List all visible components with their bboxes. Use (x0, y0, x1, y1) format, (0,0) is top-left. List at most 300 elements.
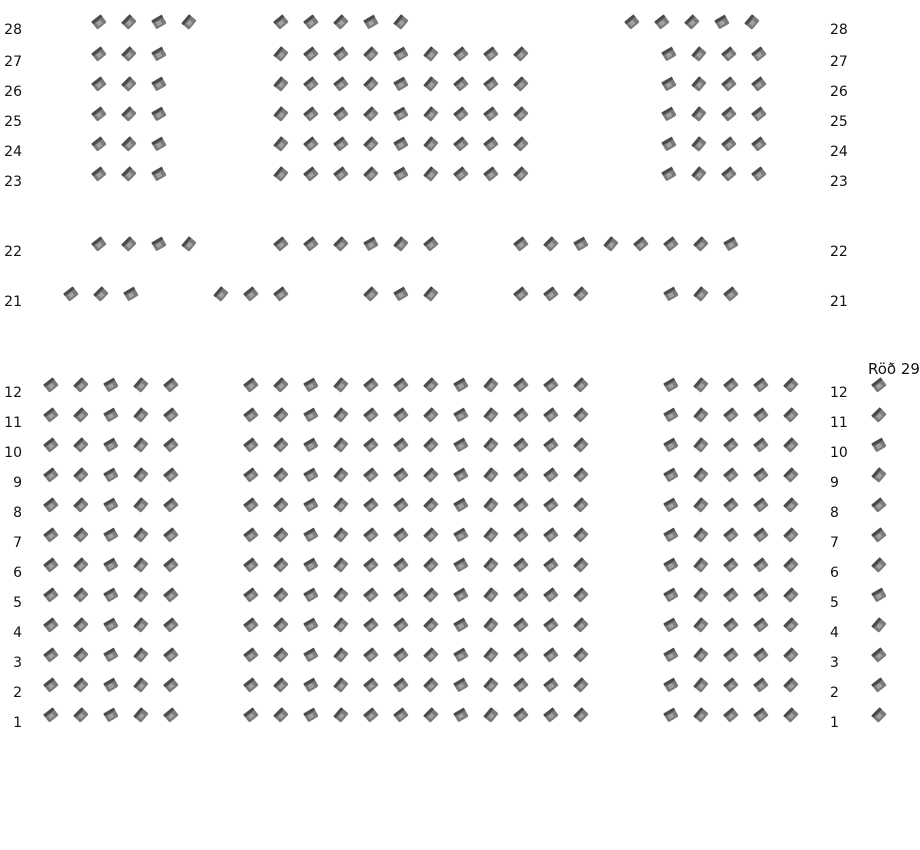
seat-icon[interactable] (42, 646, 60, 664)
seat-icon[interactable] (132, 436, 150, 454)
seat-icon[interactable] (572, 556, 590, 574)
seat-icon[interactable] (42, 406, 60, 424)
seat-icon[interactable] (720, 45, 738, 63)
seat-icon[interactable] (422, 676, 440, 694)
seat-icon[interactable] (482, 466, 500, 484)
seat-icon[interactable] (132, 586, 150, 604)
seat-icon[interactable] (362, 285, 380, 303)
seat-icon[interactable] (272, 436, 290, 454)
seat-icon[interactable] (162, 406, 180, 424)
seat-icon[interactable] (102, 496, 120, 514)
seat-icon[interactable] (162, 466, 180, 484)
seat-icon[interactable] (332, 376, 350, 394)
seat-icon[interactable] (452, 496, 470, 514)
seat-icon[interactable] (750, 105, 768, 123)
seat-icon[interactable] (272, 646, 290, 664)
seat-icon[interactable] (302, 676, 320, 694)
seat-icon[interactable] (692, 466, 710, 484)
seat-icon[interactable] (362, 436, 380, 454)
seat-icon[interactable] (660, 105, 678, 123)
seat-icon[interactable] (482, 406, 500, 424)
seat-icon[interactable] (272, 406, 290, 424)
seat-icon[interactable] (362, 706, 380, 724)
seat-icon[interactable] (870, 436, 888, 454)
seat-icon[interactable] (572, 235, 590, 253)
seat-icon[interactable] (870, 496, 888, 514)
seat-icon[interactable] (452, 556, 470, 574)
seat-icon[interactable] (72, 616, 90, 634)
seat-icon[interactable] (662, 376, 680, 394)
seat-icon[interactable] (782, 586, 800, 604)
seat-icon[interactable] (242, 556, 260, 574)
seat-icon[interactable] (392, 436, 410, 454)
seat-icon[interactable] (870, 616, 888, 634)
seat-icon[interactable] (752, 556, 770, 574)
seat-icon[interactable] (722, 406, 740, 424)
seat-icon[interactable] (120, 135, 138, 153)
seat-icon[interactable] (180, 235, 198, 253)
seat-icon[interactable] (692, 406, 710, 424)
seat-icon[interactable] (452, 526, 470, 544)
seat-icon[interactable] (362, 556, 380, 574)
seat-icon[interactable] (452, 466, 470, 484)
seat-icon[interactable] (572, 436, 590, 454)
seat-icon[interactable] (870, 466, 888, 484)
seat-icon[interactable] (422, 586, 440, 604)
seat-icon[interactable] (150, 235, 168, 253)
seat-icon[interactable] (452, 436, 470, 454)
seat-icon[interactable] (422, 556, 440, 574)
seat-icon[interactable] (362, 646, 380, 664)
seat-icon[interactable] (512, 376, 530, 394)
seat-icon[interactable] (662, 676, 680, 694)
seat-icon[interactable] (162, 646, 180, 664)
seat-icon[interactable] (102, 436, 120, 454)
seat-icon[interactable] (662, 556, 680, 574)
seat-icon[interactable] (332, 466, 350, 484)
seat-icon[interactable] (332, 556, 350, 574)
seat-icon[interactable] (482, 105, 500, 123)
seat-icon[interactable] (722, 285, 740, 303)
seat-icon[interactable] (690, 165, 708, 183)
seat-icon[interactable] (90, 135, 108, 153)
seat-icon[interactable] (542, 556, 560, 574)
seat-icon[interactable] (90, 165, 108, 183)
seat-icon[interactable] (422, 436, 440, 454)
seat-icon[interactable] (623, 13, 641, 31)
seat-icon[interactable] (722, 676, 740, 694)
seat-icon[interactable] (92, 285, 110, 303)
seat-icon[interactable] (782, 706, 800, 724)
seat-icon[interactable] (102, 526, 120, 544)
seat-icon[interactable] (572, 496, 590, 514)
seat-icon[interactable] (302, 616, 320, 634)
seat-icon[interactable] (362, 466, 380, 484)
seat-icon[interactable] (42, 376, 60, 394)
seat-icon[interactable] (752, 466, 770, 484)
seat-icon[interactable] (662, 406, 680, 424)
seat-icon[interactable] (782, 436, 800, 454)
seat-icon[interactable] (720, 135, 738, 153)
seat-icon[interactable] (870, 586, 888, 604)
seat-icon[interactable] (242, 376, 260, 394)
seat-icon[interactable] (452, 586, 470, 604)
seat-icon[interactable] (722, 646, 740, 664)
seat-icon[interactable] (302, 13, 320, 31)
seat-icon[interactable] (870, 406, 888, 424)
seat-icon[interactable] (362, 75, 380, 93)
seat-icon[interactable] (512, 105, 530, 123)
seat-icon[interactable] (272, 526, 290, 544)
seat-icon[interactable] (132, 466, 150, 484)
seat-icon[interactable] (422, 616, 440, 634)
seat-icon[interactable] (392, 466, 410, 484)
seat-icon[interactable] (332, 165, 350, 183)
seat-icon[interactable] (452, 135, 470, 153)
seat-icon[interactable] (62, 285, 80, 303)
seat-icon[interactable] (242, 496, 260, 514)
seat-icon[interactable] (662, 646, 680, 664)
seat-icon[interactable] (362, 676, 380, 694)
seat-icon[interactable] (653, 13, 671, 31)
seat-icon[interactable] (392, 13, 410, 31)
seat-icon[interactable] (782, 616, 800, 634)
seat-icon[interactable] (692, 676, 710, 694)
seat-icon[interactable] (242, 616, 260, 634)
seat-icon[interactable] (752, 586, 770, 604)
seat-icon[interactable] (102, 556, 120, 574)
seat-icon[interactable] (722, 436, 740, 454)
seat-icon[interactable] (392, 586, 410, 604)
seat-icon[interactable] (392, 105, 410, 123)
seat-icon[interactable] (42, 586, 60, 604)
seat-icon[interactable] (512, 466, 530, 484)
seat-icon[interactable] (692, 285, 710, 303)
seat-icon[interactable] (512, 165, 530, 183)
seat-icon[interactable] (870, 676, 888, 694)
seat-icon[interactable] (662, 436, 680, 454)
seat-icon[interactable] (572, 406, 590, 424)
seat-icon[interactable] (482, 646, 500, 664)
seat-icon[interactable] (512, 586, 530, 604)
seat-icon[interactable] (752, 496, 770, 514)
seat-icon[interactable] (392, 526, 410, 544)
seat-icon[interactable] (392, 646, 410, 664)
seat-icon[interactable] (332, 13, 350, 31)
seat-icon[interactable] (90, 75, 108, 93)
seat-icon[interactable] (782, 646, 800, 664)
seat-icon[interactable] (512, 556, 530, 574)
seat-icon[interactable] (452, 676, 470, 694)
seat-icon[interactable] (132, 406, 150, 424)
seat-icon[interactable] (722, 466, 740, 484)
seat-icon[interactable] (452, 646, 470, 664)
seat-icon[interactable] (272, 586, 290, 604)
seat-icon[interactable] (42, 436, 60, 454)
seat-icon[interactable] (422, 165, 440, 183)
seat-icon[interactable] (722, 526, 740, 544)
seat-icon[interactable] (242, 646, 260, 664)
seat-icon[interactable] (692, 496, 710, 514)
seat-icon[interactable] (102, 406, 120, 424)
seat-icon[interactable] (422, 466, 440, 484)
seat-icon[interactable] (662, 235, 680, 253)
seat-icon[interactable] (743, 13, 761, 31)
seat-icon[interactable] (512, 406, 530, 424)
seat-icon[interactable] (392, 496, 410, 514)
seat-icon[interactable] (392, 135, 410, 153)
seat-icon[interactable] (870, 646, 888, 664)
seat-icon[interactable] (272, 496, 290, 514)
seat-icon[interactable] (150, 165, 168, 183)
seat-icon[interactable] (692, 646, 710, 664)
seat-icon[interactable] (870, 376, 888, 394)
seat-icon[interactable] (482, 706, 500, 724)
seat-icon[interactable] (750, 165, 768, 183)
seat-icon[interactable] (162, 436, 180, 454)
seat-icon[interactable] (542, 466, 560, 484)
seat-icon[interactable] (752, 436, 770, 454)
seat-icon[interactable] (90, 105, 108, 123)
seat-icon[interactable] (452, 45, 470, 63)
seat-icon[interactable] (572, 526, 590, 544)
seat-icon[interactable] (750, 45, 768, 63)
seat-icon[interactable] (362, 586, 380, 604)
seat-icon[interactable] (632, 235, 650, 253)
seat-icon[interactable] (482, 616, 500, 634)
seat-icon[interactable] (272, 556, 290, 574)
seat-icon[interactable] (302, 235, 320, 253)
seat-icon[interactable] (120, 165, 138, 183)
seat-icon[interactable] (452, 376, 470, 394)
seat-icon[interactable] (302, 135, 320, 153)
seat-icon[interactable] (720, 75, 738, 93)
seat-icon[interactable] (120, 45, 138, 63)
seat-icon[interactable] (332, 235, 350, 253)
seat-icon[interactable] (482, 376, 500, 394)
seat-icon[interactable] (302, 496, 320, 514)
seat-icon[interactable] (90, 45, 108, 63)
seat-icon[interactable] (362, 616, 380, 634)
seat-icon[interactable] (512, 706, 530, 724)
seat-icon[interactable] (42, 556, 60, 574)
seat-icon[interactable] (752, 376, 770, 394)
seat-icon[interactable] (722, 496, 740, 514)
seat-icon[interactable] (132, 676, 150, 694)
seat-icon[interactable] (362, 526, 380, 544)
seat-icon[interactable] (302, 75, 320, 93)
seat-icon[interactable] (102, 616, 120, 634)
seat-icon[interactable] (242, 526, 260, 544)
seat-icon[interactable] (572, 466, 590, 484)
seat-icon[interactable] (162, 586, 180, 604)
seat-icon[interactable] (272, 45, 290, 63)
seat-icon[interactable] (512, 496, 530, 514)
seat-icon[interactable] (120, 235, 138, 253)
seat-icon[interactable] (42, 616, 60, 634)
seat-icon[interactable] (272, 165, 290, 183)
seat-icon[interactable] (132, 646, 150, 664)
seat-icon[interactable] (422, 706, 440, 724)
seat-icon[interactable] (242, 676, 260, 694)
seat-icon[interactable] (482, 165, 500, 183)
seat-icon[interactable] (42, 526, 60, 544)
seat-icon[interactable] (422, 75, 440, 93)
seat-icon[interactable] (302, 706, 320, 724)
seat-icon[interactable] (722, 616, 740, 634)
seat-icon[interactable] (512, 526, 530, 544)
seat-icon[interactable] (722, 706, 740, 724)
seat-icon[interactable] (713, 13, 731, 31)
seat-icon[interactable] (102, 466, 120, 484)
seat-icon[interactable] (42, 496, 60, 514)
seat-icon[interactable] (572, 676, 590, 694)
seat-icon[interactable] (242, 586, 260, 604)
seat-icon[interactable] (392, 406, 410, 424)
seat-icon[interactable] (362, 165, 380, 183)
seat-icon[interactable] (362, 105, 380, 123)
seat-icon[interactable] (272, 13, 290, 31)
seat-icon[interactable] (482, 496, 500, 514)
seat-icon[interactable] (242, 466, 260, 484)
seat-icon[interactable] (332, 706, 350, 724)
seat-icon[interactable] (752, 526, 770, 544)
seat-icon[interactable] (512, 616, 530, 634)
seat-icon[interactable] (782, 406, 800, 424)
seat-icon[interactable] (392, 75, 410, 93)
seat-icon[interactable] (272, 285, 290, 303)
seat-icon[interactable] (782, 556, 800, 574)
seat-icon[interactable] (302, 646, 320, 664)
seat-icon[interactable] (782, 676, 800, 694)
seat-icon[interactable] (272, 706, 290, 724)
seat-icon[interactable] (72, 496, 90, 514)
seat-icon[interactable] (132, 616, 150, 634)
seat-icon[interactable] (660, 75, 678, 93)
seat-icon[interactable] (72, 436, 90, 454)
seat-icon[interactable] (120, 75, 138, 93)
seat-icon[interactable] (72, 586, 90, 604)
seat-icon[interactable] (72, 526, 90, 544)
seat-icon[interactable] (150, 105, 168, 123)
seat-icon[interactable] (302, 466, 320, 484)
seat-icon[interactable] (132, 496, 150, 514)
seat-icon[interactable] (242, 436, 260, 454)
seat-icon[interactable] (782, 466, 800, 484)
seat-icon[interactable] (72, 646, 90, 664)
seat-icon[interactable] (162, 676, 180, 694)
seat-icon[interactable] (870, 526, 888, 544)
seat-icon[interactable] (572, 616, 590, 634)
seat-icon[interactable] (452, 165, 470, 183)
seat-icon[interactable] (102, 706, 120, 724)
seat-icon[interactable] (422, 646, 440, 664)
seat-icon[interactable] (102, 376, 120, 394)
seat-icon[interactable] (332, 75, 350, 93)
seat-icon[interactable] (72, 706, 90, 724)
seat-icon[interactable] (692, 586, 710, 604)
seat-icon[interactable] (72, 466, 90, 484)
seat-icon[interactable] (782, 376, 800, 394)
seat-icon[interactable] (332, 616, 350, 634)
seat-icon[interactable] (332, 135, 350, 153)
seat-icon[interactable] (362, 13, 380, 31)
seat-icon[interactable] (870, 556, 888, 574)
seat-icon[interactable] (150, 13, 168, 31)
seat-icon[interactable] (482, 436, 500, 454)
seat-icon[interactable] (692, 376, 710, 394)
seat-icon[interactable] (482, 135, 500, 153)
seat-icon[interactable] (132, 376, 150, 394)
seat-icon[interactable] (782, 526, 800, 544)
seat-icon[interactable] (690, 45, 708, 63)
seat-icon[interactable] (512, 646, 530, 664)
seat-icon[interactable] (392, 706, 410, 724)
seat-icon[interactable] (692, 436, 710, 454)
seat-icon[interactable] (362, 45, 380, 63)
seat-icon[interactable] (482, 556, 500, 574)
seat-icon[interactable] (683, 13, 701, 31)
seat-icon[interactable] (362, 496, 380, 514)
seat-icon[interactable] (332, 526, 350, 544)
seat-icon[interactable] (332, 406, 350, 424)
seat-icon[interactable] (512, 75, 530, 93)
seat-icon[interactable] (572, 285, 590, 303)
seat-icon[interactable] (392, 376, 410, 394)
seat-icon[interactable] (162, 616, 180, 634)
seat-icon[interactable] (362, 406, 380, 424)
seat-icon[interactable] (720, 105, 738, 123)
seat-icon[interactable] (422, 135, 440, 153)
seat-icon[interactable] (542, 235, 560, 253)
seat-icon[interactable] (72, 406, 90, 424)
seat-icon[interactable] (90, 235, 108, 253)
seat-icon[interactable] (750, 75, 768, 93)
seat-icon[interactable] (542, 496, 560, 514)
seat-icon[interactable] (392, 616, 410, 634)
seat-icon[interactable] (692, 556, 710, 574)
seat-icon[interactable] (602, 235, 620, 253)
seat-icon[interactable] (512, 285, 530, 303)
seat-icon[interactable] (42, 706, 60, 724)
seat-icon[interactable] (662, 496, 680, 514)
seat-icon[interactable] (72, 376, 90, 394)
seat-icon[interactable] (542, 526, 560, 544)
seat-icon[interactable] (422, 376, 440, 394)
seat-icon[interactable] (660, 45, 678, 63)
seat-icon[interactable] (392, 556, 410, 574)
seat-icon[interactable] (722, 235, 740, 253)
seat-icon[interactable] (512, 436, 530, 454)
seat-icon[interactable] (660, 135, 678, 153)
seat-icon[interactable] (720, 165, 738, 183)
seat-icon[interactable] (542, 406, 560, 424)
seat-icon[interactable] (542, 706, 560, 724)
seat-icon[interactable] (302, 436, 320, 454)
seat-icon[interactable] (150, 75, 168, 93)
seat-icon[interactable] (572, 376, 590, 394)
seat-icon[interactable] (302, 165, 320, 183)
seat-icon[interactable] (452, 706, 470, 724)
seat-icon[interactable] (272, 235, 290, 253)
seat-icon[interactable] (482, 45, 500, 63)
seat-icon[interactable] (692, 235, 710, 253)
seat-icon[interactable] (482, 75, 500, 93)
seat-icon[interactable] (392, 285, 410, 303)
seat-icon[interactable] (542, 586, 560, 604)
seat-icon[interactable] (42, 466, 60, 484)
seat-icon[interactable] (870, 706, 888, 724)
